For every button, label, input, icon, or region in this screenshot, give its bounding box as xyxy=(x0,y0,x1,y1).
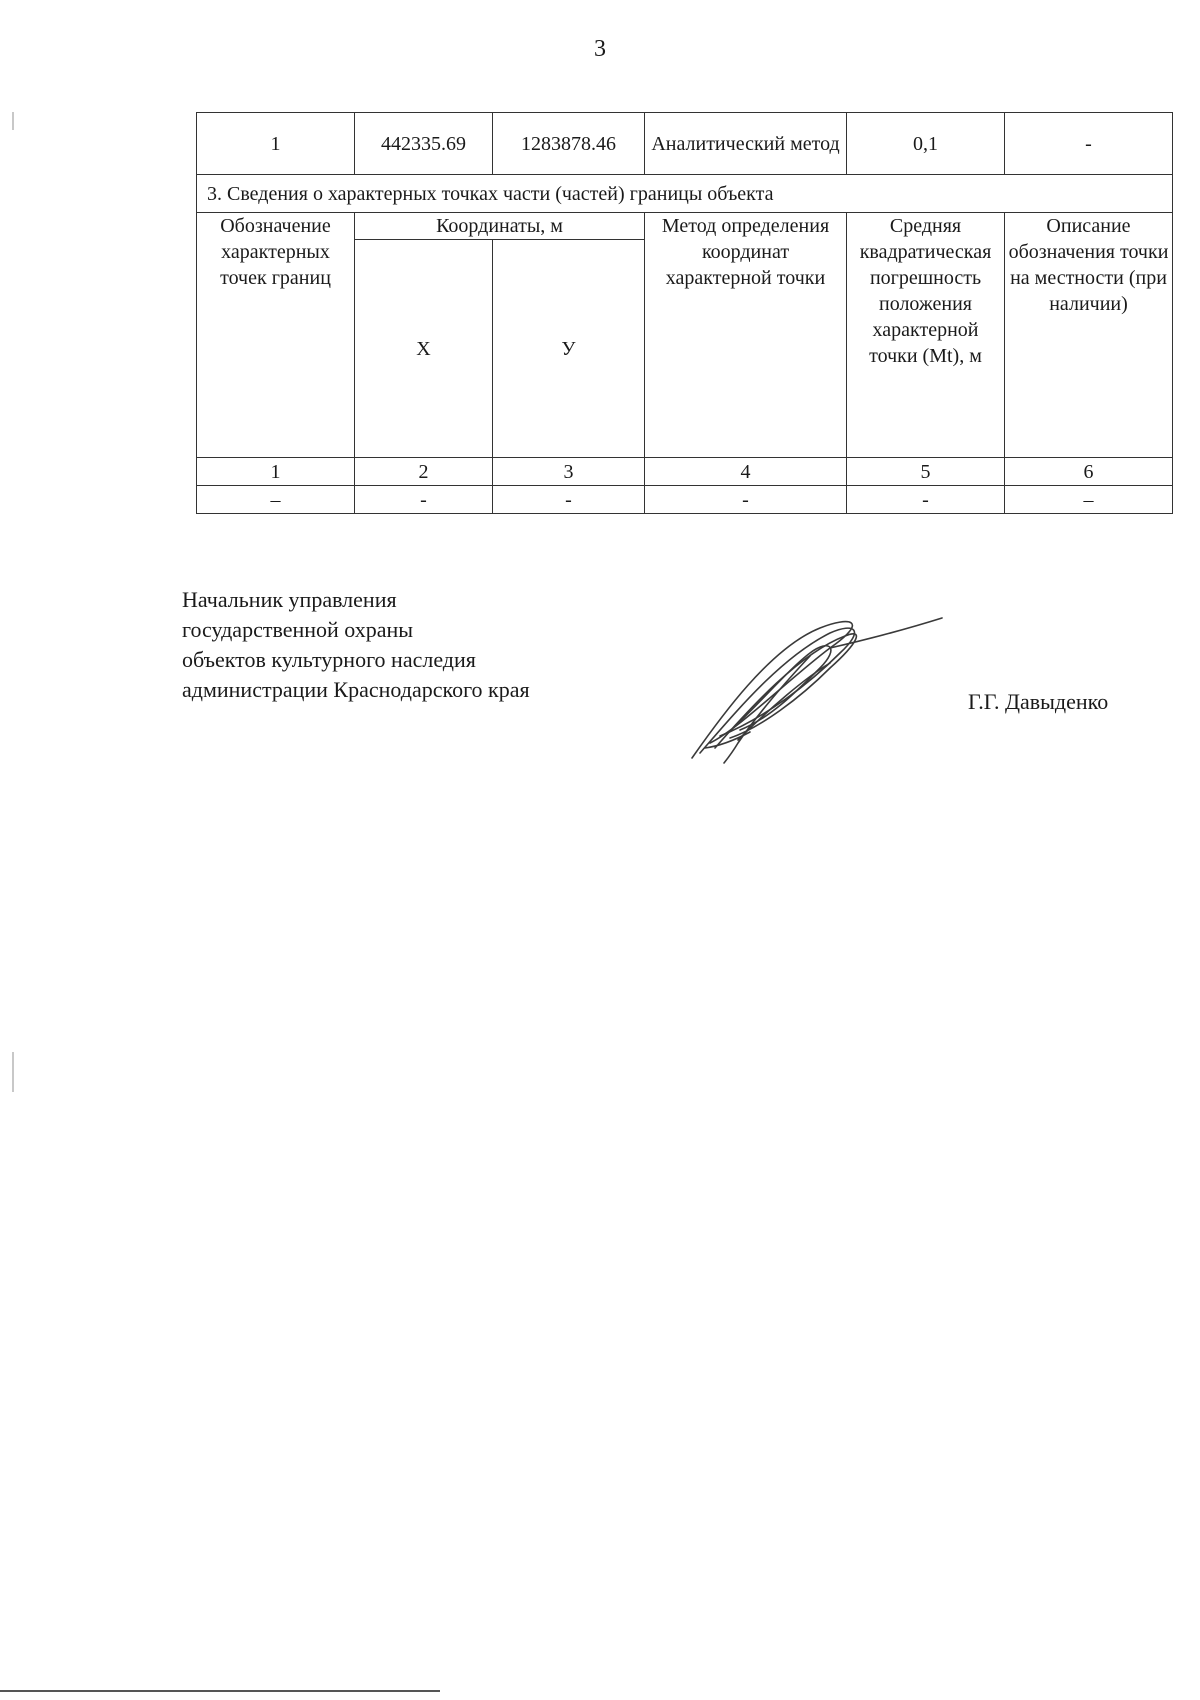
section-title: 3. Сведения о характерных точках части (частей) границы объекта xyxy=(197,175,1173,213)
table-cell: - xyxy=(1005,113,1173,175)
table-cell: - xyxy=(847,486,1005,514)
table-cell: – xyxy=(1005,486,1173,514)
header-x: Х xyxy=(355,240,493,458)
column-number: 3 xyxy=(493,458,645,486)
table-cell: – xyxy=(197,486,355,514)
table-cell: Аналитический метод xyxy=(645,113,847,175)
table-row xyxy=(197,113,1173,175)
signatory-position xyxy=(182,585,530,705)
scan-edge-line xyxy=(0,1690,440,1692)
table-cell: - xyxy=(355,486,493,514)
column-number: 4 xyxy=(645,458,847,486)
scan-mark xyxy=(12,1052,14,1092)
column-number: 5 xyxy=(847,458,1005,486)
column-number: 2 xyxy=(355,458,493,486)
coordinates-table xyxy=(196,112,1173,514)
header-description: Описание обозначения точки на местности (при наличии) xyxy=(1005,213,1173,458)
scan-mark xyxy=(12,112,14,130)
position-line: объектов культурного наследия xyxy=(182,647,476,672)
column-number: 1 xyxy=(197,458,355,486)
table-row xyxy=(197,486,1173,514)
header-method: Метод определения координат характерной точки xyxy=(645,213,847,458)
table-cell: - xyxy=(493,486,645,514)
column-numbers-row xyxy=(197,458,1173,486)
handwritten-signature xyxy=(680,608,950,768)
table-cell: 1283878.46 xyxy=(493,113,645,175)
position-line: государственной охраны xyxy=(182,617,414,642)
table-cell: 442335.69 xyxy=(355,113,493,175)
position-line: администрации Краснодарского края xyxy=(182,677,530,702)
page-number: 3 xyxy=(594,36,606,62)
section-title-row xyxy=(197,175,1173,213)
header-point-designation: Обозначение характерных точек границ xyxy=(197,213,355,458)
table-cell: - xyxy=(645,486,847,514)
header-y: У xyxy=(493,240,645,458)
signatory-name: Г.Г. Давыденко xyxy=(968,689,1109,714)
header-coordinates: Координаты, м xyxy=(355,213,645,240)
position-line: Начальник управления xyxy=(182,587,397,612)
table-cell: 0,1 xyxy=(847,113,1005,175)
header-mean-error: Средняя квадратическая погрешность положения характерной точки (Mt), м xyxy=(847,213,1005,458)
table-cell: 1 xyxy=(197,113,355,175)
header-row xyxy=(197,213,1173,240)
column-number: 6 xyxy=(1005,458,1173,486)
